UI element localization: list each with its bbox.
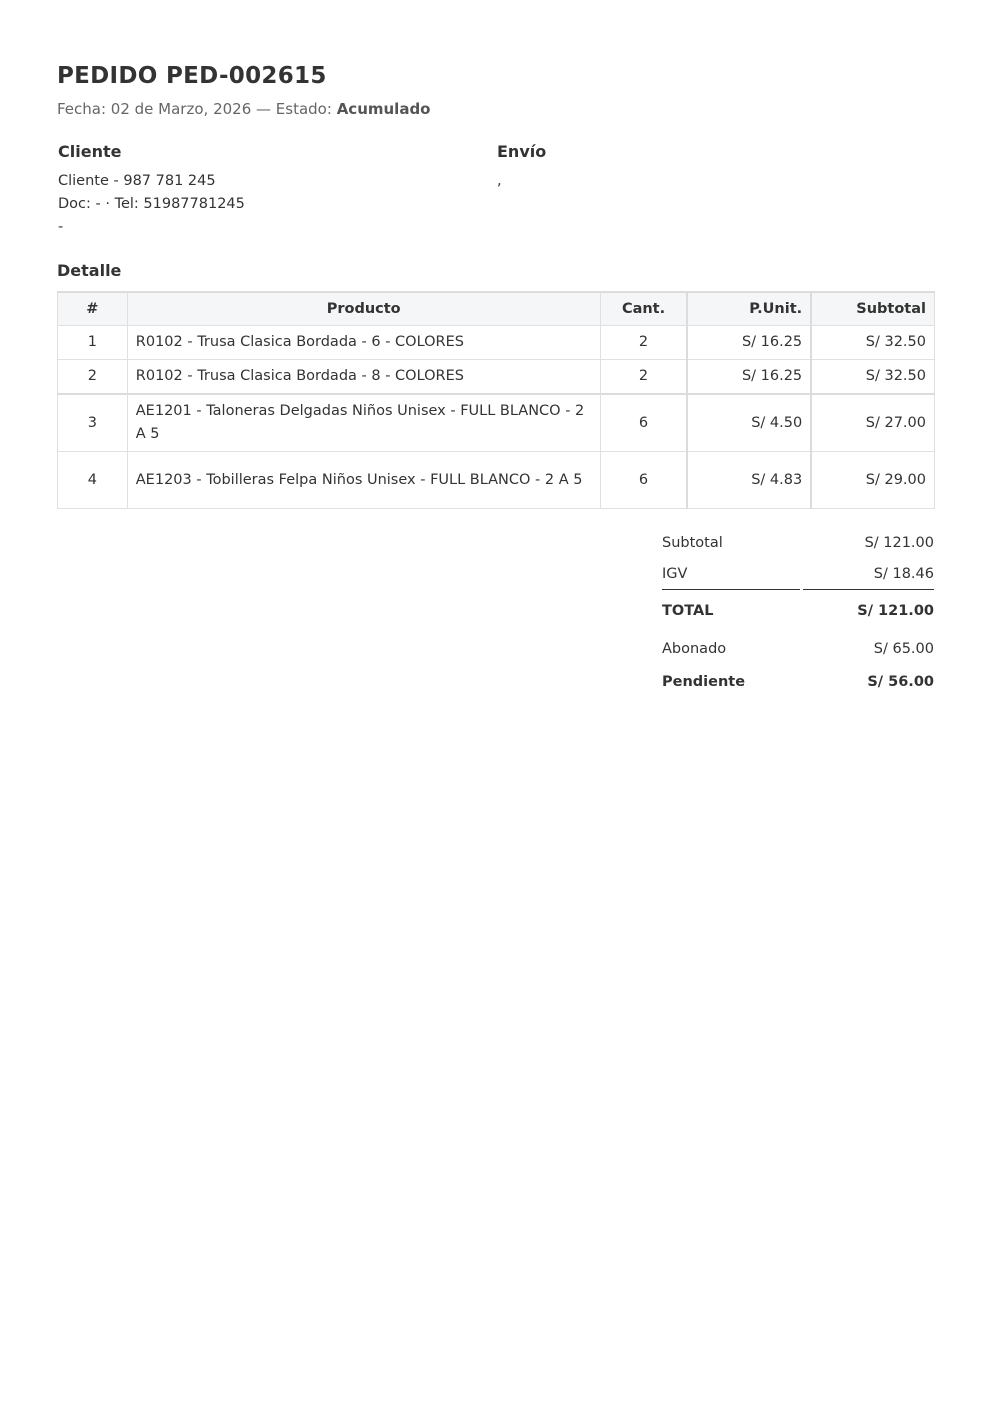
row-number: 4 [58,452,128,509]
parties-section [57,140,935,252]
row-number: 3 [58,394,128,452]
column-header-unit-price: P.Unit. [687,292,811,326]
column-header-product: Producto [127,292,600,326]
page-title: PEDIDO PED-002615 [57,63,327,89]
row-quantity: 2 [600,326,687,360]
shipping-heading: Envío [497,142,547,161]
table-header-row [58,292,935,326]
row-unit-price: S/ 4.50 [687,394,811,452]
shipping-address: , [497,173,502,189]
column-header-subtotal: Subtotal [811,292,934,326]
igv-label: IGV [662,566,688,582]
order-document [57,58,935,690]
row-product: R0102 - Trusa Clasica Bordada - 8 - COLORES [127,360,600,395]
pending-label: Pendiente [662,674,746,690]
table-row [58,326,935,360]
client-block [58,140,478,239]
row-unit-price: S/ 16.25 [687,326,811,360]
table-row [58,360,935,395]
row-subtotal: S/ 27.00 [811,394,934,452]
row-unit-price: S/ 4.83 [687,452,811,509]
status-value: Acumulado [336,100,431,118]
row-product: AE1201 - Taloneras Delgadas Niños Unisex - FULL BLANCO - 2 A 5 [127,394,600,452]
row-quantity: 2 [600,360,687,395]
totals-summary [662,528,934,699]
total-value: S/ 121.00 [857,603,934,619]
detail-heading: Detalle [57,261,122,280]
client-extra: - [58,219,64,235]
order-date-label: Fecha: 02 de Marzo, 2026 — Estado: [57,100,332,118]
pending-row [662,666,934,699]
paid-value: S/ 65.00 [873,641,934,657]
total-row [662,590,934,633]
shipping-block [497,140,917,193]
column-header-number: # [58,292,128,326]
column-header-quantity: Cant. [600,292,687,326]
row-subtotal: S/ 32.50 [811,360,934,395]
row-subtotal: S/ 32.50 [811,326,934,360]
paid-label: Abonado [662,641,727,657]
row-number: 1 [58,326,128,360]
paid-row [662,633,934,666]
subtotal-row [662,528,934,559]
total-label: TOTAL [662,603,714,619]
client-name: Cliente - 987 781 245 [58,173,216,189]
subtotal-value: S/ 121.00 [864,535,934,551]
table-row [58,394,935,452]
subtotal-label: Subtotal [662,535,723,551]
igv-row [662,559,934,590]
row-product: R0102 - Trusa Clasica Bordada - 6 - COLORES [127,326,600,360]
client-doc-phone: Doc: - · Tel: 51987781245 [58,196,245,212]
row-quantity: 6 [600,452,687,509]
igv-value: S/ 18.46 [873,566,934,582]
row-number: 2 [58,360,128,395]
row-subtotal: S/ 29.00 [811,452,934,509]
row-product: AE1203 - Tobilleras Felpa Niños Unisex - FULL BLANCO - 2 A 5 [127,452,600,509]
client-heading: Cliente [58,142,122,161]
pending-value: S/ 56.00 [867,674,934,690]
items-table [57,291,935,509]
row-quantity: 6 [600,394,687,452]
row-unit-price: S/ 16.25 [687,360,811,395]
order-meta [57,98,935,120]
table-row [58,452,935,509]
